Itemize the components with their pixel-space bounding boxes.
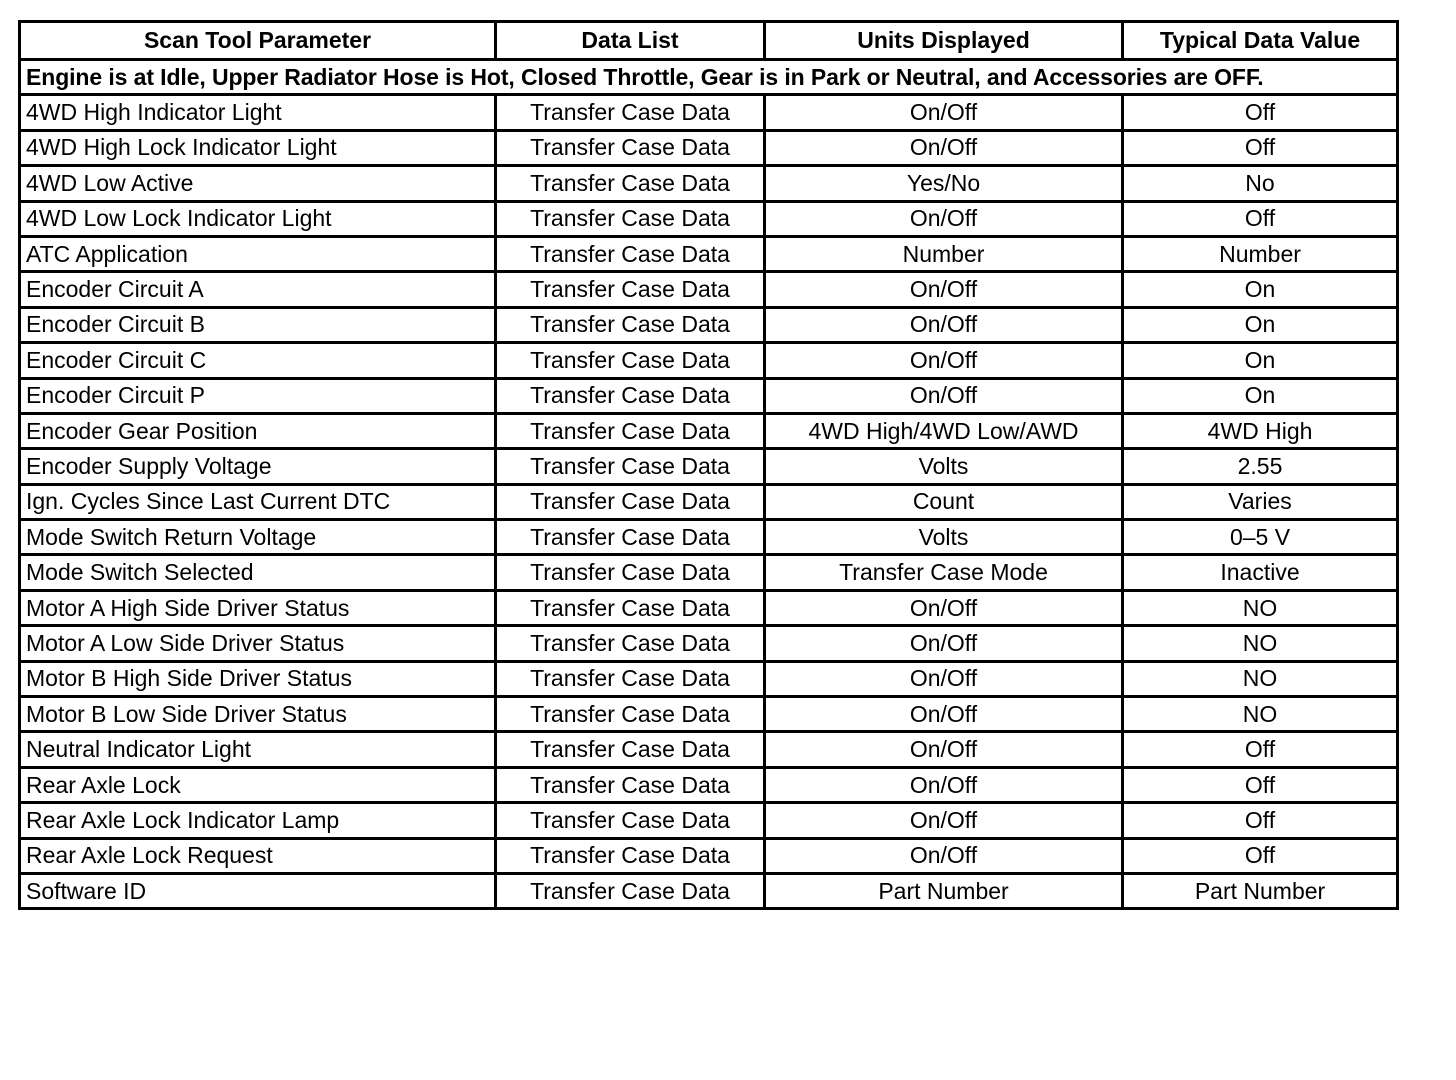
data-list: Transfer Case Data	[496, 661, 765, 696]
table-row	[20, 413, 1398, 448]
units-displayed: On/Off	[765, 732, 1123, 767]
table-row	[20, 626, 1398, 661]
units-displayed: On/Off	[765, 767, 1123, 802]
typical-value: On	[1123, 307, 1398, 342]
data-list: Transfer Case Data	[496, 378, 765, 413]
data-list: Transfer Case Data	[496, 449, 765, 484]
table-row	[20, 520, 1398, 555]
data-list: Transfer Case Data	[496, 520, 765, 555]
units-displayed: Volts	[765, 449, 1123, 484]
typical-value: On	[1123, 272, 1398, 307]
table-row	[20, 838, 1398, 873]
typical-value: No	[1123, 166, 1398, 201]
table-row	[20, 555, 1398, 590]
typical-value: 0–5 V	[1123, 520, 1398, 555]
table-header	[20, 22, 1398, 60]
parameter-name: Mode Switch Return Voltage	[20, 520, 496, 555]
units-displayed: On/Off	[765, 130, 1123, 165]
units-displayed: Count	[765, 484, 1123, 519]
typical-value: On	[1123, 343, 1398, 378]
parameter-name: Software ID	[20, 873, 496, 908]
table-row	[20, 661, 1398, 696]
header-typical-data-value: Typical Data Value	[1123, 22, 1398, 60]
typical-value: Number	[1123, 236, 1398, 271]
typical-value: Off	[1123, 838, 1398, 873]
units-displayed: On/Off	[765, 343, 1123, 378]
typical-value: Off	[1123, 95, 1398, 130]
operating-condition-note: Engine is at Idle, Upper Radiator Hose is Hot, Closed Throttle, Gear is in Park or Neutral, and Accessories are OFF.	[20, 60, 1398, 95]
header-scan-tool-parameter: Scan Tool Parameter	[20, 22, 496, 60]
units-displayed: On/Off	[765, 838, 1123, 873]
data-list: Transfer Case Data	[496, 201, 765, 236]
parameter-name: Encoder Supply Voltage	[20, 449, 496, 484]
data-list: Transfer Case Data	[496, 838, 765, 873]
table-row	[20, 201, 1398, 236]
typical-value: Inactive	[1123, 555, 1398, 590]
data-list: Transfer Case Data	[496, 95, 765, 130]
typical-value: NO	[1123, 626, 1398, 661]
parameter-name: Motor B High Side Driver Status	[20, 661, 496, 696]
parameter-name: Neutral Indicator Light	[20, 732, 496, 767]
table-row	[20, 732, 1398, 767]
data-list: Transfer Case Data	[496, 307, 765, 342]
table-body	[20, 60, 1398, 909]
table-row	[20, 873, 1398, 908]
condition-row	[20, 60, 1398, 95]
parameter-name: Motor A High Side Driver Status	[20, 590, 496, 625]
parameter-name: 4WD Low Lock Indicator Light	[20, 201, 496, 236]
typical-value: On	[1123, 378, 1398, 413]
data-list: Transfer Case Data	[496, 130, 765, 165]
units-displayed: On/Off	[765, 378, 1123, 413]
data-list: Transfer Case Data	[496, 590, 765, 625]
table-row	[20, 307, 1398, 342]
parameter-name: Encoder Circuit A	[20, 272, 496, 307]
typical-value: Off	[1123, 803, 1398, 838]
units-displayed: On/Off	[765, 201, 1123, 236]
table-row	[20, 95, 1398, 130]
table-row	[20, 697, 1398, 732]
units-displayed: On/Off	[765, 661, 1123, 696]
table-row	[20, 803, 1398, 838]
units-displayed: 4WD High/4WD Low/AWD	[765, 413, 1123, 448]
data-list: Transfer Case Data	[496, 236, 765, 271]
data-list: Transfer Case Data	[496, 413, 765, 448]
units-displayed: Transfer Case Mode	[765, 555, 1123, 590]
data-list: Transfer Case Data	[496, 767, 765, 802]
units-displayed: Volts	[765, 520, 1123, 555]
parameter-name: Encoder Circuit P	[20, 378, 496, 413]
data-list: Transfer Case Data	[496, 166, 765, 201]
units-displayed: On/Off	[765, 95, 1123, 130]
table-row	[20, 767, 1398, 802]
typical-value: NO	[1123, 590, 1398, 625]
typical-value: Off	[1123, 130, 1398, 165]
typical-value: Part Number	[1123, 873, 1398, 908]
data-list: Transfer Case Data	[496, 626, 765, 661]
parameter-name: 4WD High Indicator Light	[20, 95, 496, 130]
header-data-list: Data List	[496, 22, 765, 60]
parameter-name: 4WD Low Active	[20, 166, 496, 201]
table-row	[20, 343, 1398, 378]
data-list: Transfer Case Data	[496, 272, 765, 307]
table-row	[20, 272, 1398, 307]
parameter-name: Rear Axle Lock	[20, 767, 496, 802]
parameter-name: Mode Switch Selected	[20, 555, 496, 590]
units-displayed: Part Number	[765, 873, 1123, 908]
data-list: Transfer Case Data	[496, 803, 765, 838]
data-list: Transfer Case Data	[496, 555, 765, 590]
table-row	[20, 166, 1398, 201]
data-list: Transfer Case Data	[496, 732, 765, 767]
units-displayed: On/Off	[765, 590, 1123, 625]
units-displayed: Number	[765, 236, 1123, 271]
parameter-name: Rear Axle Lock Indicator Lamp	[20, 803, 496, 838]
table-row	[20, 484, 1398, 519]
typical-value: 4WD High	[1123, 413, 1398, 448]
units-displayed: Yes/No	[765, 166, 1123, 201]
table-row	[20, 378, 1398, 413]
scan-tool-data-table	[18, 20, 1399, 910]
data-list: Transfer Case Data	[496, 343, 765, 378]
parameter-name: Ign. Cycles Since Last Current DTC	[20, 484, 496, 519]
parameter-name: 4WD High Lock Indicator Light	[20, 130, 496, 165]
parameter-name: Motor B Low Side Driver Status	[20, 697, 496, 732]
parameter-name: Encoder Gear Position	[20, 413, 496, 448]
parameter-name: Motor A Low Side Driver Status	[20, 626, 496, 661]
typical-value: Off	[1123, 767, 1398, 802]
typical-value: Varies	[1123, 484, 1398, 519]
typical-value: 2.55	[1123, 449, 1398, 484]
units-displayed: On/Off	[765, 307, 1123, 342]
parameter-name: Encoder Circuit B	[20, 307, 496, 342]
parameter-name: ATC Application	[20, 236, 496, 271]
parameter-name: Rear Axle Lock Request	[20, 838, 496, 873]
data-list: Transfer Case Data	[496, 697, 765, 732]
data-list: Transfer Case Data	[496, 484, 765, 519]
table-row	[20, 449, 1398, 484]
typical-value: NO	[1123, 697, 1398, 732]
table-row	[20, 130, 1398, 165]
units-displayed: On/Off	[765, 272, 1123, 307]
typical-value: NO	[1123, 661, 1398, 696]
table-row	[20, 236, 1398, 271]
units-displayed: On/Off	[765, 626, 1123, 661]
parameter-name: Encoder Circuit C	[20, 343, 496, 378]
data-list: Transfer Case Data	[496, 873, 765, 908]
header-row	[20, 22, 1398, 60]
units-displayed: On/Off	[765, 803, 1123, 838]
header-units-displayed: Units Displayed	[765, 22, 1123, 60]
typical-value: Off	[1123, 732, 1398, 767]
typical-value: Off	[1123, 201, 1398, 236]
units-displayed: On/Off	[765, 697, 1123, 732]
table-row	[20, 590, 1398, 625]
